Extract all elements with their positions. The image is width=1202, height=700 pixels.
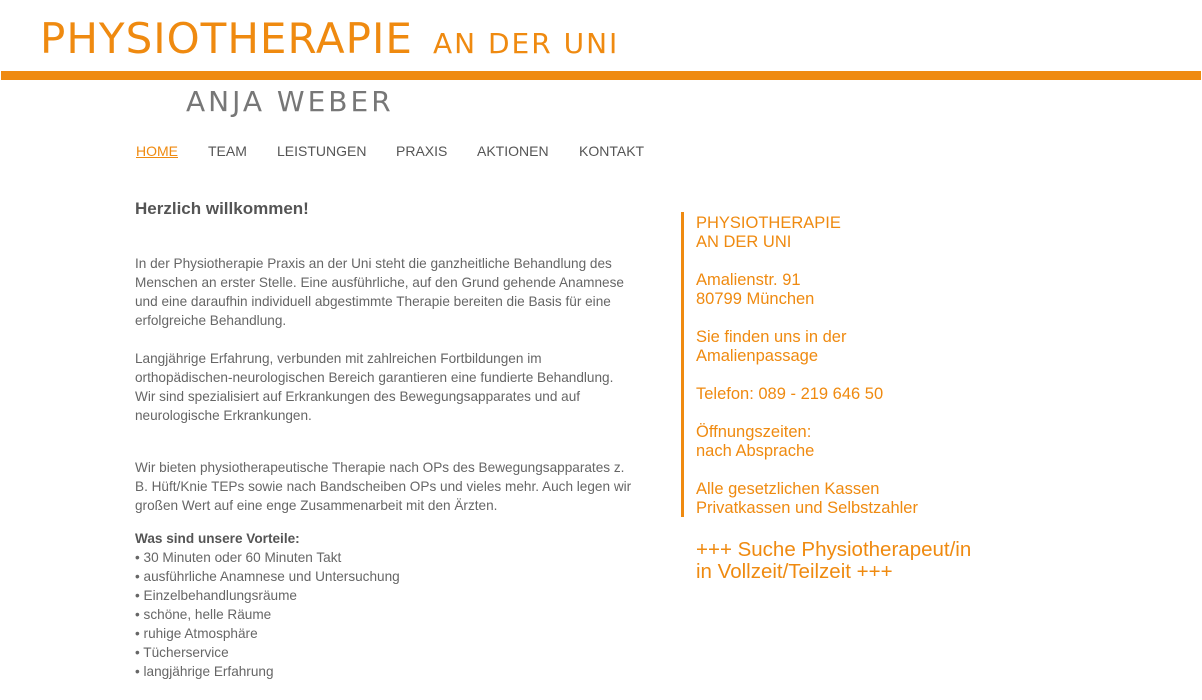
advantages-heading: Was sind unsere Vorteile:	[135, 531, 300, 546]
opening-hours-label: Öffnungszeiten:	[696, 423, 812, 441]
phone: Telefon: 089 - 219 646 50	[696, 385, 884, 403]
insurance-info	[696, 480, 1016, 518]
location-line2: Amalienpassage	[696, 347, 818, 365]
logo-owner-name: ANJA WEBER	[186, 85, 394, 118]
practice-name-line2: AN DER UNI	[696, 233, 792, 251]
nav-item-team[interactable]: TEAM	[208, 143, 247, 159]
sidebar-accent-line	[681, 212, 684, 517]
logo-subtitle[interactable]: AN DER UNI	[433, 27, 620, 60]
nav-item-home[interactable]: HOME	[136, 143, 178, 159]
list-item: • 30 Minuten oder 60 Minuten Takt	[135, 550, 342, 565]
address	[696, 271, 1016, 309]
nav-item-leistungen[interactable]: LEISTUNGEN	[277, 143, 367, 159]
location-note	[696, 328, 1016, 366]
job-line1: +++ Suche Physiotherapeut/in	[696, 538, 972, 561]
practice-name-line1: PHYSIOTHERAPIE	[696, 214, 841, 232]
intro-paragraph: In der Physiotherapie Praxis an der Uni steht die ganzheitliche Behandlung des Menschen an erster Stelle. Eine ausführliche, auf den Grund gehende Anamnese und eine daraufhin individuell abgestimmte Therapie bereiten die Basis für eine erfolgreiche Behandlung.	[135, 256, 624, 328]
nav-item-aktionen[interactable]: AKTIONEN	[477, 143, 549, 159]
job-announcement	[696, 539, 1036, 583]
logo-title[interactable]: PHYSIOTHERAPIE	[40, 14, 413, 63]
list-item: • schöne, helle Räume	[135, 607, 272, 622]
job-line2: in Vollzeit/Teilzeit +++	[696, 560, 893, 583]
location-line1: Sie finden uns in der	[696, 328, 847, 346]
page-title: Herzlich willkommen!	[135, 199, 309, 218]
list-item: • langjährige Erfahrung	[135, 664, 274, 679]
address-city: 80799 München	[696, 290, 815, 308]
main-content	[135, 196, 635, 681]
nav-item-praxis[interactable]: PRAXIS	[396, 143, 448, 159]
list-item: • ruhige Atmosphäre	[135, 626, 258, 641]
insurance-line1: Alle gesetzlichen Kassen	[696, 480, 880, 498]
insurance-line2: Privatkassen und Selbstzahler	[696, 499, 918, 517]
list-item: • Einzelbehandlungsräume	[135, 588, 297, 603]
services-paragraph: Wir bieten physiotherapeutische Therapie nach OPs des Bewegungsapparates z. B. Hüft/Knie TEPs sowie nach Bandscheiben OPs und vieles mehr. Auch legen wir großen Wert auf eine enge Zusammenarbeit mit den Ärzten.	[135, 460, 632, 513]
practice-name	[696, 214, 1016, 252]
header-divider-bar	[1, 71, 1201, 80]
contact-sidebar	[696, 214, 1016, 537]
opening-hours-value: nach Absprache	[696, 442, 815, 460]
list-item: • Tücherservice	[135, 645, 229, 660]
nav-item-kontakt[interactable]: KONTAKT	[579, 143, 645, 159]
experience-paragraph: Langjährige Erfahrung, verbunden mit zahlreichen Fortbildungen im orthopädischen-neurologischen Bereich garantieren eine fundierte Behandlung. Wir sind spezialisiert auf Erkrankungen des Bewegungsapparates und auf neurologische Erkrankungen.	[135, 351, 614, 423]
list-item: • ausführliche Anamnese und Untersuchung	[135, 569, 400, 584]
opening-hours	[696, 423, 1016, 461]
advantages-list	[135, 548, 635, 681]
address-street: Amalienstr. 91	[696, 271, 801, 289]
